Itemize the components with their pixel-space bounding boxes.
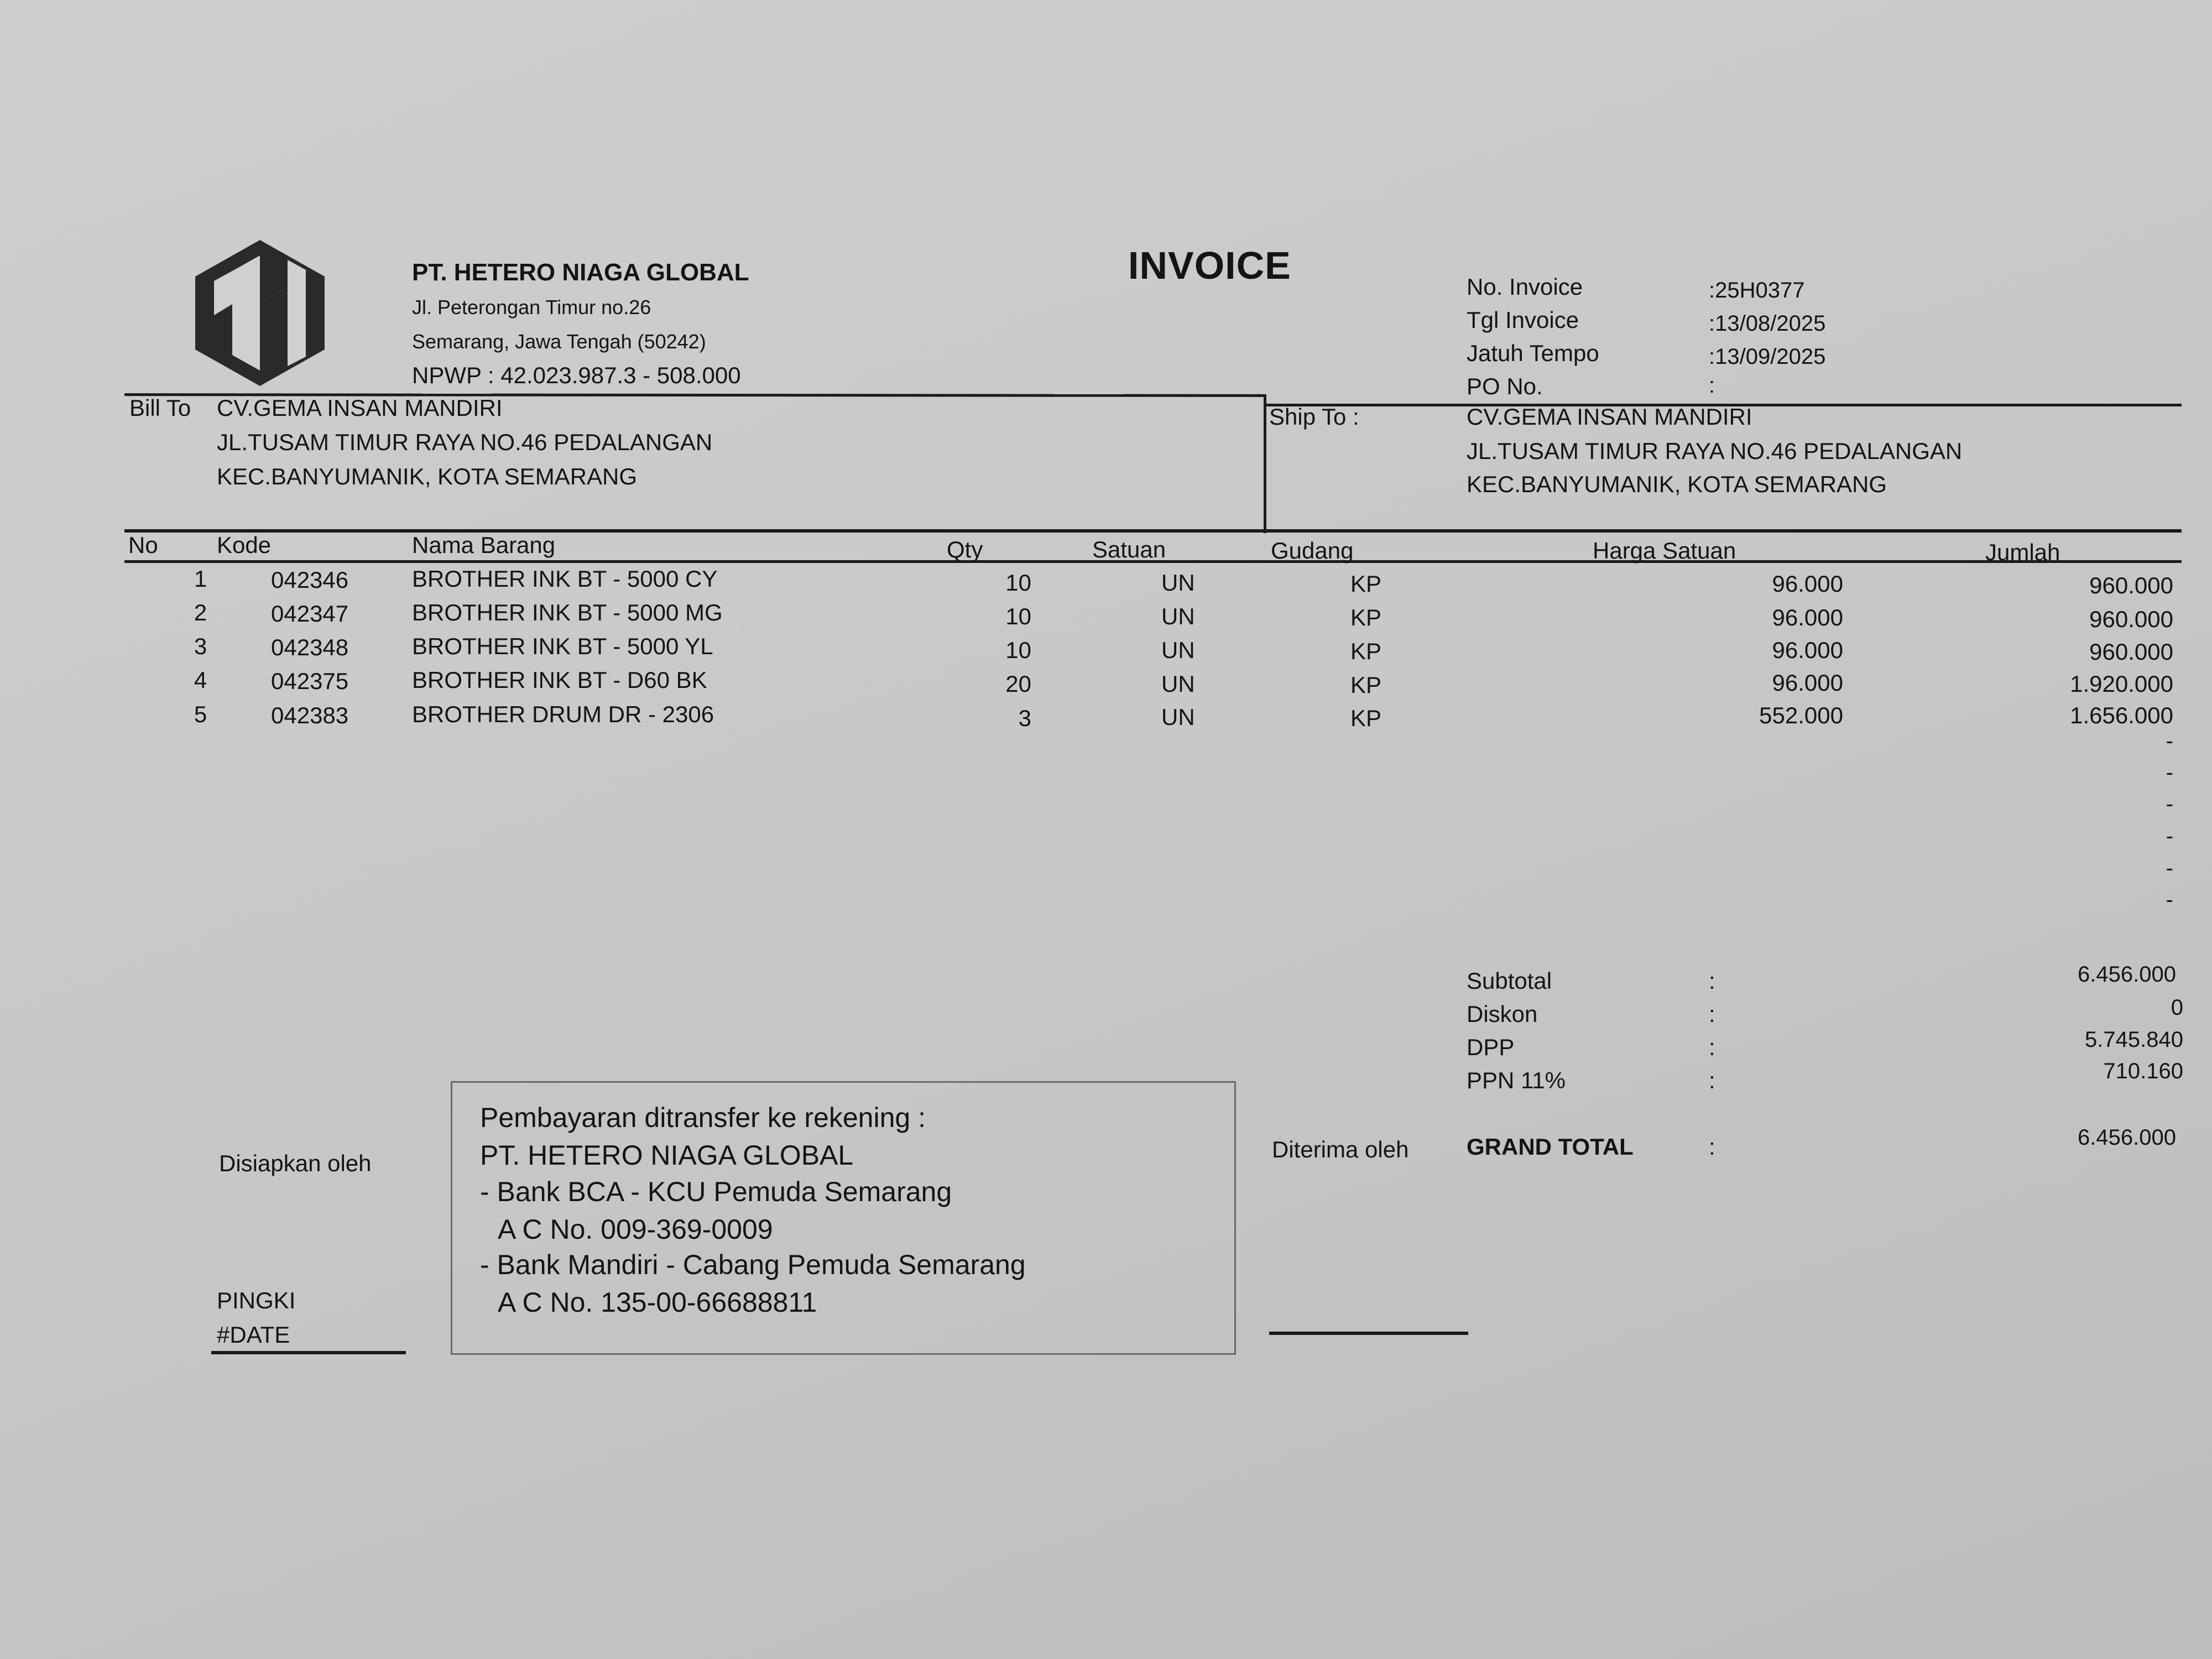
diskon-colon: : [1709, 1001, 1715, 1027]
row-kode: 042348 [271, 634, 349, 660]
subtotal-value: 6.456.000 [2078, 962, 2176, 987]
ppn-value: 710.160 [2103, 1059, 2183, 1083]
row-satuan: UN [1161, 637, 1195, 663]
ship-to-address1: JL.TUSAM TIMUR RAYA NO.46 PEDALANGAN [1467, 438, 1963, 464]
prepared-signature-line [211, 1351, 406, 1354]
received-signature-line [1269, 1332, 1468, 1335]
payment-mandiri-account: A C No. 135-00-66688811 [498, 1287, 817, 1318]
column-header-gudang: Gudang [1271, 538, 1354, 564]
bill-to-address1: JL.TUSAM TIMUR RAYA NO.46 PEDALANGAN [217, 429, 713, 455]
row-nama-barang: BROTHER INK BT - 5000 YL [412, 633, 713, 659]
payment-bank-bca: - Bank BCA - KCU Pemuda Semarang [480, 1176, 952, 1207]
row-no: 4 [194, 667, 207, 693]
row-qty: 10 [1005, 570, 1031, 596]
row-harga-satuan: 96.000 [1772, 637, 1843, 663]
invoice-date-label: Tgl Invoice [1467, 307, 1579, 333]
row-gudang: KP [1350, 672, 1382, 698]
company-name: PT. HETERO NIAGA GLOBAL [412, 259, 749, 286]
row-nama-barang: BROTHER INK BT - 5000 MG [412, 599, 723, 625]
row-no: 2 [194, 599, 207, 625]
grand-total-value: 6.456.000 [2078, 1125, 2176, 1150]
payment-heading: Pembayaran ditransfer ke rekening : [480, 1102, 926, 1133]
po-number-value: : [1709, 373, 1715, 398]
column-header-no: No [128, 532, 158, 558]
bill-to-label: Bill To [129, 395, 191, 421]
row-no: 5 [194, 701, 207, 727]
bill-to-address2: KEC.BANYUMANIK, KOTA SEMARANG [217, 463, 638, 489]
row-harga-satuan: 96.000 [1772, 604, 1843, 630]
row-gudang: KP [1350, 571, 1382, 597]
prepared-by-name: PINGKI [217, 1287, 296, 1313]
grand-total-label: GRAND TOTAL [1467, 1134, 1634, 1160]
company-address-line2: Semarang, Jawa Tengah (50242) [412, 330, 706, 353]
subtotal-label: Subtotal [1467, 968, 1552, 994]
ppn-label: PPN 11% [1467, 1067, 1566, 1093]
invoice-number-value: :25H0377 [1709, 278, 1805, 302]
row-no: 1 [194, 566, 207, 592]
due-date-label: Jatuh Tempo [1467, 340, 1599, 366]
ppn-colon: : [1709, 1067, 1715, 1093]
row-gudang: KP [1350, 705, 1382, 731]
row-kode: 042347 [271, 601, 349, 627]
row-harga-satuan: 552.000 [1759, 702, 1843, 728]
row-qty: 10 [1005, 603, 1031, 629]
subtotal-colon: : [1709, 968, 1715, 994]
grand-total-colon: : [1709, 1134, 1715, 1160]
diskon-value: 0 [2171, 995, 2183, 1020]
payment-bank-mandiri: - Bank Mandiri - Cabang Pemuda Semarang [480, 1249, 1026, 1280]
due-date-value: :13/09/2025 [1709, 345, 1826, 369]
row-harga-satuan: 96.000 [1772, 571, 1843, 597]
row-jumlah: 960.000 [2089, 639, 2173, 665]
row-qty: 20 [1005, 671, 1031, 697]
payment-bca-account: A C No. 009-369-0009 [498, 1214, 773, 1245]
empty-row-mark: - [2166, 792, 2173, 816]
prepared-by-label: Disiapkan oleh [219, 1150, 372, 1176]
diskon-label: Diskon [1467, 1001, 1538, 1027]
document-title: INVOICE [1128, 244, 1291, 287]
bill-to-name: CV.GEMA INSAN MANDIRI [217, 395, 503, 421]
empty-row-mark: - [2166, 824, 2173, 848]
row-satuan: UN [1161, 671, 1195, 697]
column-header-harga-satuan: Harga Satuan [1593, 538, 1736, 564]
dpp-colon: : [1709, 1034, 1715, 1060]
hexagon-h-logo [191, 238, 329, 388]
row-qty: 10 [1005, 637, 1031, 663]
column-header-satuan: Satuan [1092, 536, 1166, 562]
invoice-date-value: :13/08/2025 [1709, 311, 1826, 336]
bill-ship-divider [1264, 395, 1266, 533]
dpp-value: 5.745.840 [2085, 1027, 2183, 1052]
company-npwp: NPWP : 42.023.987.3 - 508.000 [412, 362, 741, 388]
row-kode: 042346 [271, 567, 349, 593]
ship-to-address2: KEC.BANYUMANIK, KOTA SEMARANG [1467, 471, 1887, 497]
ship-to-label: Ship To : [1269, 404, 1359, 430]
received-by-label: Diterima oleh [1272, 1136, 1409, 1162]
row-jumlah: 960.000 [2089, 572, 2173, 598]
ship-to-name: CV.GEMA INSAN MANDIRI [1467, 404, 1752, 430]
row-jumlah: 1.920.000 [2070, 671, 2173, 697]
invoice-number-label: No. Invoice [1467, 274, 1583, 300]
row-harga-satuan: 96.000 [1772, 670, 1843, 696]
po-number-label: PO No. [1467, 373, 1543, 399]
empty-row-mark: - [2166, 856, 2173, 880]
row-jumlah: 1.656.000 [2070, 702, 2173, 728]
row-kode: 042383 [271, 702, 349, 728]
row-nama-barang: BROTHER INK BT - D60 BK [412, 667, 707, 693]
payment-company-name: PT. HETERO NIAGA GLOBAL [480, 1140, 854, 1171]
column-header-jumlah: Jumlah [1985, 539, 2060, 565]
row-satuan: UN [1161, 704, 1195, 730]
empty-row-mark: - [2166, 888, 2173, 912]
row-satuan: UN [1161, 603, 1195, 629]
row-nama-barang: BROTHER DRUM DR - 2306 [412, 701, 714, 727]
column-header-nama-barang: Nama Barang [412, 532, 556, 558]
prepared-by-date: #DATE [217, 1322, 290, 1348]
row-nama-barang: BROTHER INK BT - 5000 CY [412, 566, 718, 592]
row-qty: 3 [1018, 705, 1031, 731]
column-header-qty: Qty [947, 536, 983, 562]
empty-row-mark: - [2166, 760, 2173, 785]
row-kode: 042375 [271, 668, 349, 694]
empty-row-mark: - [2166, 729, 2173, 753]
row-gudang: KP [1350, 638, 1382, 664]
row-satuan: UN [1161, 570, 1195, 596]
company-address-line1: Jl. Peterongan Timur no.26 [412, 296, 651, 319]
row-no: 3 [194, 633, 207, 659]
row-gudang: KP [1350, 604, 1382, 630]
dpp-label: DPP [1467, 1034, 1515, 1060]
row-jumlah: 960.000 [2089, 606, 2173, 632]
column-header-kode: Kode [217, 532, 272, 558]
